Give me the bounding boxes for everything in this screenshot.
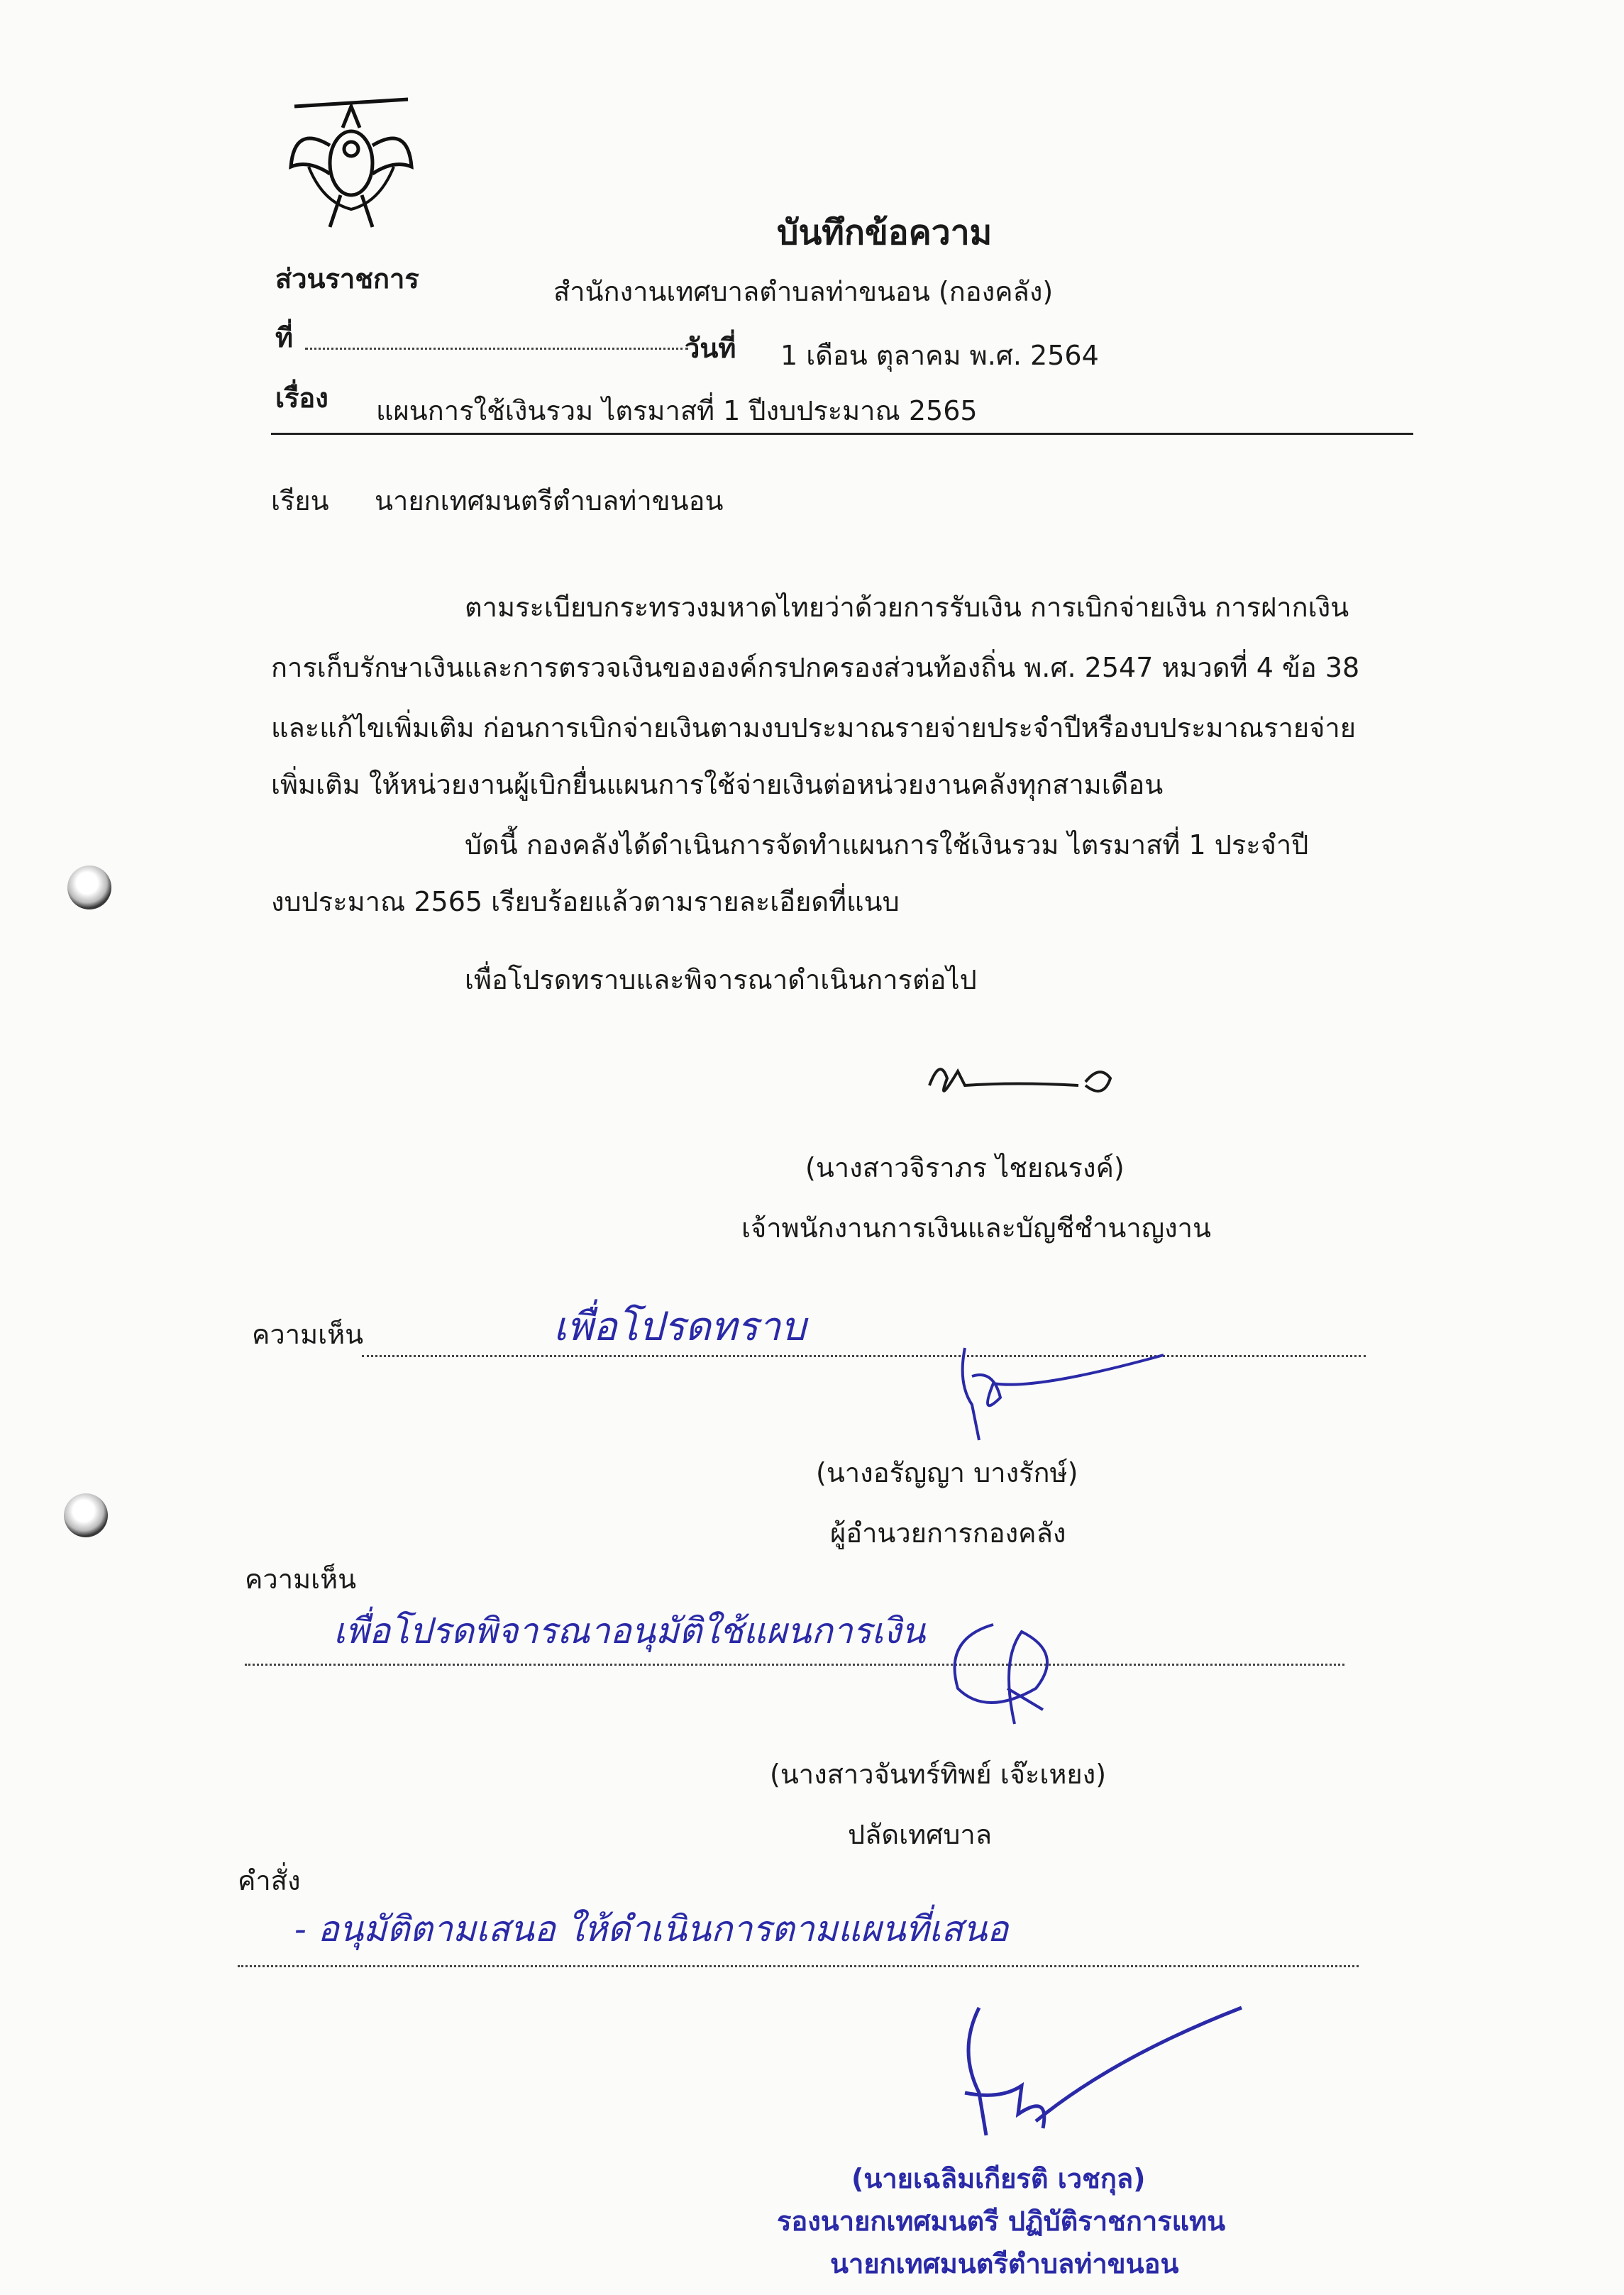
signature-3 xyxy=(937,1610,1107,1731)
punch-hole-top xyxy=(67,866,111,909)
signer3-name: (นางสาวจันทร์ทิพย์ เจ๊ะเหยง) xyxy=(770,1759,1107,1790)
order-handwritten: - อนุมัติตามเสนอ ให้ดำเนินการตามแผนที่เสนอ xyxy=(294,1908,1009,1950)
signer1-name: (นางสาวจิราภร ไชยณรงค์) xyxy=(805,1152,1125,1183)
date-value: 1 เดือน ตุลาคม พ.ศ. 2564 xyxy=(780,340,1099,371)
signer4-name: (นายเฉลิมเกียรติ เวชกุล) xyxy=(851,2163,1146,2194)
punch-hole-bottom xyxy=(64,1493,108,1537)
order-dotted-line xyxy=(238,1965,1359,1967)
signer1-position: เจ้าพนักงานการเงินและบัญชีชำนาญงาน xyxy=(741,1212,1211,1244)
body-p2-line2: งบประมาณ 2565 เรียบร้อยแล้วตามรายละเอียดที่แนบ xyxy=(271,886,900,917)
header-divider xyxy=(271,433,1413,435)
salutation-label: เรียน xyxy=(271,485,329,516)
signer4-position1: รองนายกเทศมนตรี ปฏิบัติราชการแทน xyxy=(777,2206,1226,2237)
signer4-position2: นายกเทศมนตรีตำบลท่าขนอน xyxy=(830,2248,1179,2279)
opinion2-label: ความเห็น xyxy=(245,1564,357,1595)
signature-4 xyxy=(937,1993,1249,2157)
date-label: วันที่ xyxy=(685,333,736,364)
body-p3: เพื่อโปรดทราบและพิจารณาดำเนินการต่อไป xyxy=(465,964,977,995)
ref-dotted-line xyxy=(305,348,688,350)
body-p2-line1: บัดนี้ กองคลังได้ดำเนินการจัดทำแผนการใช้เงินรวม ไตรมาสที่ 1 ประจำปี xyxy=(465,829,1309,861)
agency-value: สำนักงานเทศบาลตำบลท่าขนอน (กองคลัง) xyxy=(553,276,1054,307)
opinion1-dotted-line xyxy=(362,1355,1366,1357)
body-p1-line3: และแก้ไขเพิ่มเติม ก่อนการเบิกจ่ายเงินตามงบประมาณรายจ่ายประจำปีหรืองบประมาณรายจ่าย xyxy=(271,712,1357,743)
opinion1-label: ความเห็น xyxy=(252,1319,364,1350)
memo-title: บันทึกข้อความ xyxy=(777,213,993,253)
signature-2 xyxy=(951,1341,1178,1454)
body-p1-line1: ตามระเบียบกระทรวงมหาดไทยว่าด้วยการรับเงิน การเบิกจ่ายเงิน การฝากเงิน xyxy=(465,592,1349,623)
ref-label: ที่ xyxy=(275,322,294,353)
body-p1-line4: เพิ่มเติม ให้หน่วยงานผู้เบิกยื่นแผนการใช้จ่ายเงินต่อหน่วยงานคลังทุกสามเดือน xyxy=(271,769,1164,800)
signer2-name: (นางอรัญญา บางรักษ์) xyxy=(816,1457,1078,1488)
opinion2-handwritten: เพื่อโปรดพิจารณาอนุมัติใช้แผนการเงิน xyxy=(333,1610,926,1652)
body-p1-line2: การเก็บรักษาเงินและการตรวจเงินขององค์กรปกครองส่วนท้องถิ่น พ.ศ. 2547 หมวดที่ 4 ข้อ 38 xyxy=(271,652,1360,683)
salutation-value: นายกเทศมนตรีตำบลท่าขนอน xyxy=(375,485,724,516)
subject-label: เรื่อง xyxy=(275,382,328,414)
signer2-position: ผู้อำนวยการกองคลัง xyxy=(830,1517,1066,1549)
order-label: คำสั่ง xyxy=(238,1865,301,1896)
signer3-position: ปลัดเทศบาล xyxy=(848,1819,992,1850)
signature-1 xyxy=(908,1043,1121,1128)
opinion2-dotted-line xyxy=(245,1664,1344,1666)
garuda-emblem-icon xyxy=(280,96,422,238)
agency-label: ส่วนราชการ xyxy=(275,263,419,294)
subject-value: แผนการใช้เงินรวม ไตรมาสที่ 1 ปีงบประมาณ 2565 xyxy=(376,395,978,426)
opinion1-handwritten: เพื่อโปรดทราบ xyxy=(553,1304,806,1350)
